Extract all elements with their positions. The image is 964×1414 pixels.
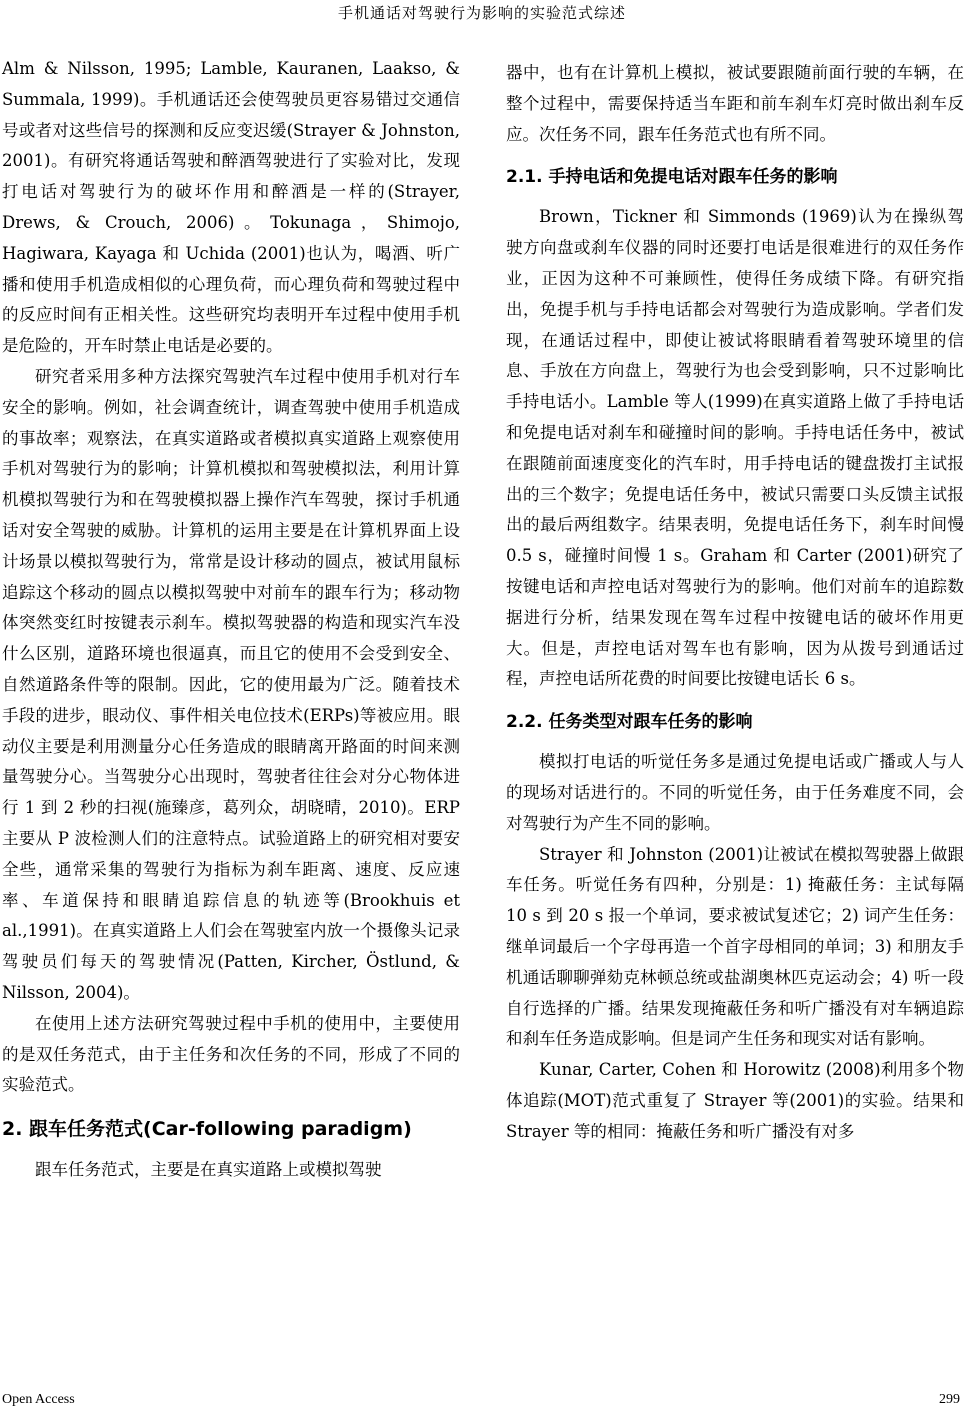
paragraph: Alm & Nilsson, 1995; Lamble, Kauranen, Laakso, & Summala, 1999)。手机通话还会使驾驶员更容易错过交通信号或者对这些信号的探测和反应变迟缓(Strayer & Johnston, 2001)。有研究将通话驾驶和醉酒驾驶进行了实验对比，发现打电话对驾驶行为的破坏作用和醉酒是一样的(Strayer, Drews, & Crouch, 2006)。Tokunaga，Shimojo, Hagiwara, Kayaga 和 Uchida (2001)也认为，喝酒、听广播和使用手机造成相似的心理负荷，而心理负荷和驾驶过程中的反应时间有正相关性。这些研究均表明开车过程中使用手机是危险的，开车时禁止电话是必要的。 [2,59,460,356]
paragraph: Strayer 和 Johnston (2001)让被试在模拟驾驶器上做跟车任务。听觉任务有四种，分别是：1) 掩蔽任务：主试每隔 10 s 到 20 s 报一个单词，要求被试复述它；2) 词产生任务：继单词最后一个字母再造一个首字母相同的单词；3) 和朋友手机通话聊聊弹劾克林顿总统或盐湖奥林匹克运动会；4) 听一段自行选择的广播。结果发现掩蔽任务和听广播没有对车辆追踪和刹车任务造成影响。但是词产生任务和现实对话有影响。 [506,844,964,1049]
left-column [2,54,460,1186]
page-number: 299 [939,1392,960,1407]
subsection-heading: 2.1. 手持电话和免提电话对跟车任务的影响 [506,167,838,188]
section-heading: 2. 跟车任务范式(Car-following paradigm) [2,1118,412,1141]
running-header: 手机通话对驾驶行为影响的实验范式综述 [337,4,626,22]
paragraph: 在使用上述方法研究驾驶过程中手机的使用中，主要使用的是双任务范式，由于主任务和次任务的不同，形成了不同的实验范式。 [2,1013,460,1095]
paragraph: 器中，也有在计算机上模拟，被试要跟随前面行驶的车辆，在整个过程中，需要保持适当车距和前车刹车灯亮时做出刹车反应。次任务不同，跟车任务范式也有所不同。 [506,63,964,144]
paragraph: 跟车任务范式，主要是在真实道路上或模拟驾驶 [35,1160,382,1180]
subsection-heading: 2.2. 任务类型对跟车任务的影响 [506,712,753,733]
footer-open-access: Open Access [2,1392,75,1407]
paragraph: Brown，Tickner 和 Simmonds (1969)认为在操纵驾驶方向盘或刹车仪器的同时还要打电话是很难进行的双任务作业，正因为这种不可兼顾性，使得任务成绩下降。有研究指出，免提手机与手持电话都会对驾驶行为造成影响。学者们发现，在通话过程中，即使让被试将眼睛看着驾驶环境里的信息、手放在方向盘上，驾驶行为也会受到影响，只不过影响比手持电话小。Lamble 等人(1999)在真实道路上做了手持电话和免提电话对刹车和碰撞时间的影响。手持电话任务中，被试在跟随前面速度变化的汽车时，用手持电话的键盘拨打主试报出的三个数字；免提电话任务中，被试只需要口头反馈主试报出的最后两组数字。结果表明，免提电话任务下，刹车时间慢 0.5 s，碰撞时间慢 1 s。Graham 和 Carter (2001)研究了按键电话和声控电话对驾驶行为的影响。他们对前车的追踪数据进行分析，结果发现在驾车过程中按键电话的破坏作用更大。但是，声控电话对驾车也有影响，因为从拨号到通话过程，声控电话所花费的时间要比按键电话长 6 s。 [506,207,964,689]
paragraph: 模拟打电话的听觉任务多是通过免提电话或广播或人与人的现场对话进行的。不同的听觉任务，由于任务难度不同，会对驾驶行为产生不同的影响。 [506,752,964,833]
paragraph: Kunar, Carter, Cohen 和 Horowitz (2008)利用多个物体追踪(MOT)范式重复了 Strayer 等(2001)的实验。结果和 Strayer 等的相同：掩蔽任务和听广播没有对多 [506,1060,964,1141]
right-column [506,58,964,1148]
paragraph: 研究者采用多种方法探究驾驶汽车过程中使用手机对行车安全的影响。例如，社会调查统计，调查驾驶中使用手机造成的事故率；观察法，在真实道路或者模拟真实道路上观察使用手机对驾驶行为的影响；计算机模拟和驾驶模拟法，利用计算机模拟驾驶行为和在驾驶模拟器上操作汽车驾驶，探讨手机通话对安全驾驶的威胁。计算机的运用主要是在计算机界面上设计场景以模拟驾驶行为，常常是设计移动的圆点，被试用鼠标追踪这个移动的圆点以模拟驾驶中对前车的跟车行为；移动物体突然变红时按键表示刹车。模拟驾驶器的构造和现实汽车没什么区别，道路环境也很逼真，而且它的使用不会受到安全、自然道路条件等的限制。因此，它的使用最为广泛。随着技术手段的进步，眼动仪、事件相关电位技术(ERPs)等被应用。眼动仪主要是利用测量分心任务造成的眼睛离开路面的时间来测量驾驶分心。当驾驶分心出现时，驾驶者往往会对分心物体进行 1 到 2 秒的扫视(施臻彦，葛列众，胡晓晴，2010)。ERP 主要从 P 波检测人们的注意特点。试验道路上的研究相对要安全些，通常采集的驾驶行为指标为刹车距离、速度、反应速率、车道保持和眼睛追踪信息的轨迹等(Brookhuis et al.,1991)。在真实道路上人们会在驾驶室内放一个摄像头记录驾驶员们每天的驾驶情况(Patten, Kircher, Östlund, & Nilsson, 2004)。 [2,366,460,1002]
